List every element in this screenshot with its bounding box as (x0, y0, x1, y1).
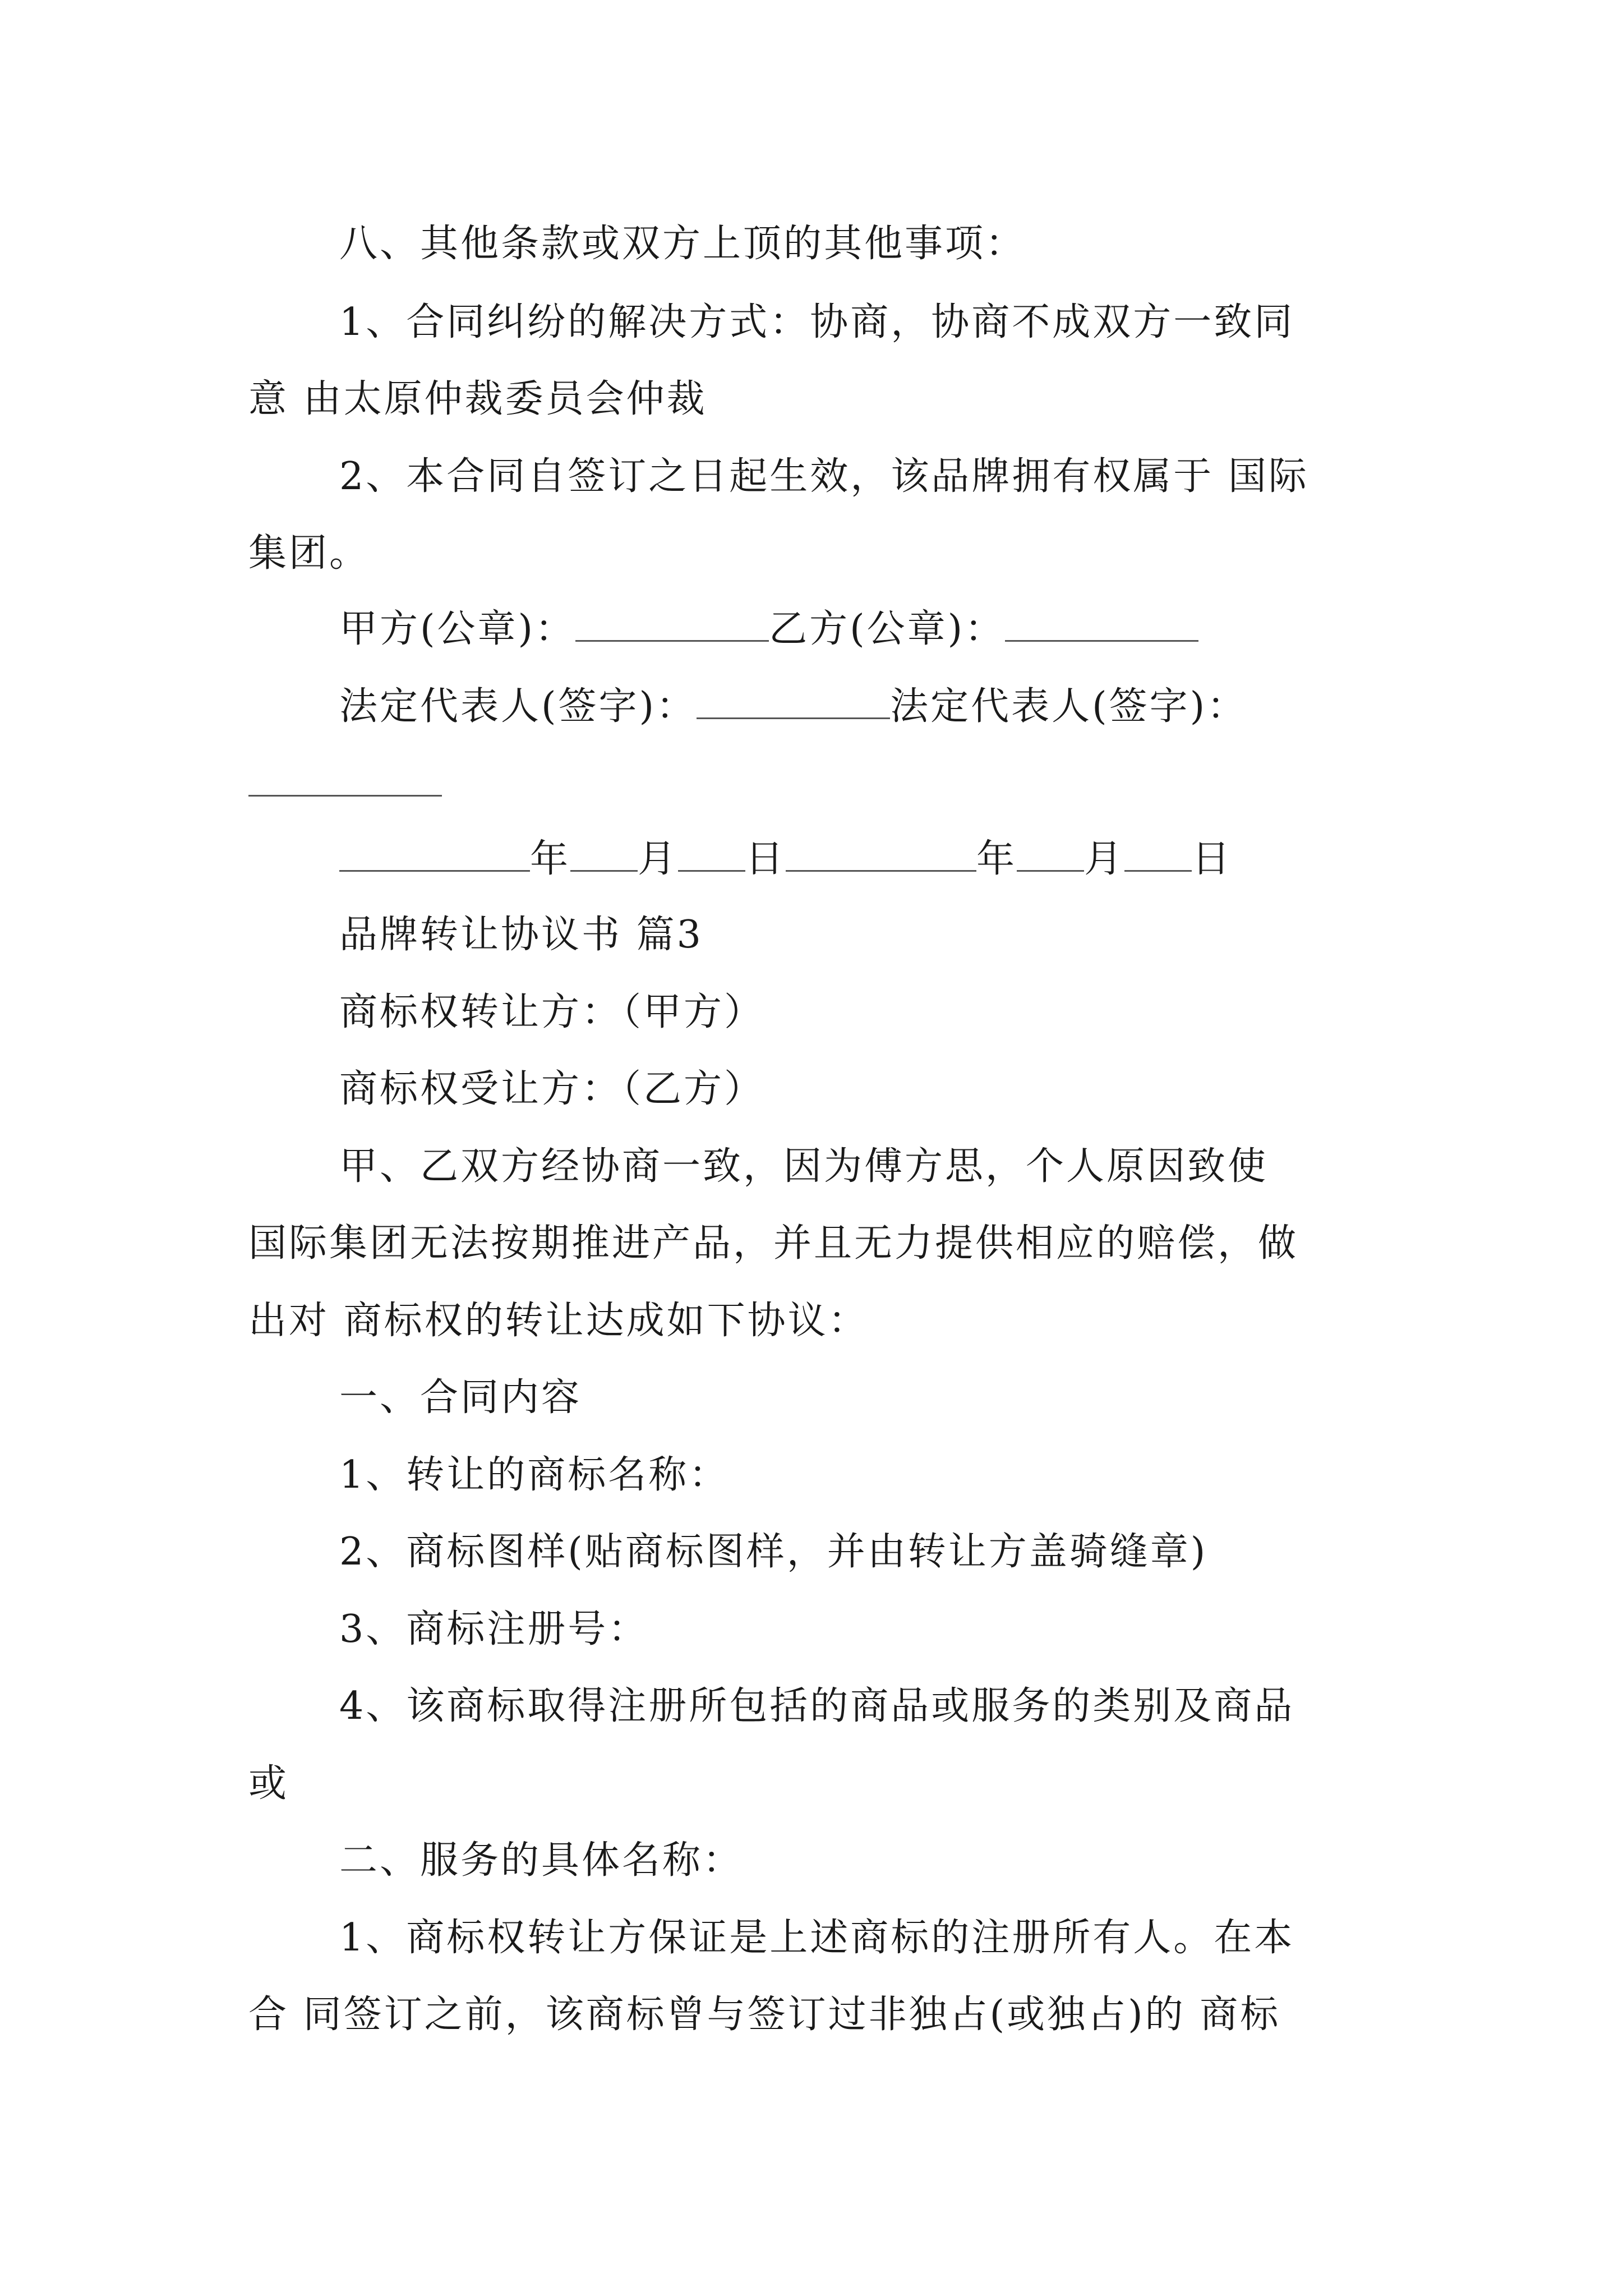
section-title: 品牌转让协议书 篇3 (339, 913, 703, 957)
intro-line-2: 国际集团无法按期推进产品，并且无力提供相应的赔偿，做 (248, 1221, 1299, 1266)
party-a-year-blank (339, 838, 530, 872)
clause-eight-heading: 八、其他条款或双方上顶的其他事项： (339, 222, 1026, 266)
item-3: 3、商标注册号： (339, 1607, 649, 1651)
item-4-line-1: 4、该商标取得注册所包括的商品或服务的类别及商品 (339, 1684, 1295, 1728)
section-two-heading: 二、服务的具体名称： (339, 1838, 744, 1883)
party-a-month-blank (570, 838, 638, 872)
party-a-seal-blank (575, 608, 769, 642)
party-a-day-label: 日 (745, 837, 786, 881)
effective-clause-line-2: 集团。 (248, 531, 370, 576)
party-a-rep-label: 法定代表人(签字)： (339, 684, 697, 729)
intro-line-3: 出对 商标权的转让达成如下协议： (248, 1299, 869, 1343)
seal-signature-row (339, 607, 1198, 652)
party-b-month-label: 月 (1084, 837, 1125, 881)
dispute-resolution-line-2: 意 由太原仲裁委员会仲裁 (248, 377, 707, 421)
item-2: 2、商标图样(贴商标图样，并由转让方盖骑缝章) (339, 1530, 1208, 1574)
party-b-day-label: 日 (1192, 837, 1233, 881)
clause-1-line-2: 合 同签订之前，该商标曾与签订过非独占(或独占)的 商标 (248, 1993, 1281, 2037)
party-b-month-blank (1017, 838, 1084, 872)
party-b-year-label: 年 (976, 837, 1017, 881)
transferee-line: 商标权受让方：（乙方） (339, 1067, 765, 1111)
transferor-line: 商标权转让方：（甲方） (339, 990, 765, 1034)
party-b-day-blank (1124, 838, 1192, 872)
representative-signature-row (339, 684, 1247, 729)
dispute-resolution-line-1: 1、合同纠纷的解决方式：协商，协商不成双方一致同 (339, 300, 1295, 344)
effective-clause-line-1: 2、本合同自签订之日起生效，该品牌拥有权属于 国际 (339, 454, 1309, 499)
party-b-seal-label: 乙方(公章)： (769, 607, 1006, 651)
party-a-rep-blank (697, 685, 890, 719)
party-a-seal-label: 甲方(公章)： (339, 607, 576, 651)
party-b-rep-blank (248, 795, 442, 797)
item-1: 1、转让的商标名称： (339, 1453, 730, 1497)
party-a-year-label: 年 (530, 837, 571, 881)
section-one-heading: 一、合同内容 (339, 1375, 582, 1420)
party-a-day-blank (678, 838, 745, 872)
party-b-rep-label: 法定代表人(签字)： (890, 684, 1248, 729)
party-a-month-label: 月 (638, 837, 679, 881)
item-4-line-2: 或 (248, 1761, 289, 1806)
intro-line-1: 甲、乙双方经协商一致，因为傅方思，个人原因致使 (339, 1144, 1269, 1189)
clause-1-line-1: 1、商标权转让方保证是上述商标的注册所有人。在本 (339, 1916, 1295, 1960)
party-b-year-blank (786, 838, 976, 872)
date-row (339, 837, 1232, 882)
party-b-seal-blank (1005, 608, 1198, 642)
